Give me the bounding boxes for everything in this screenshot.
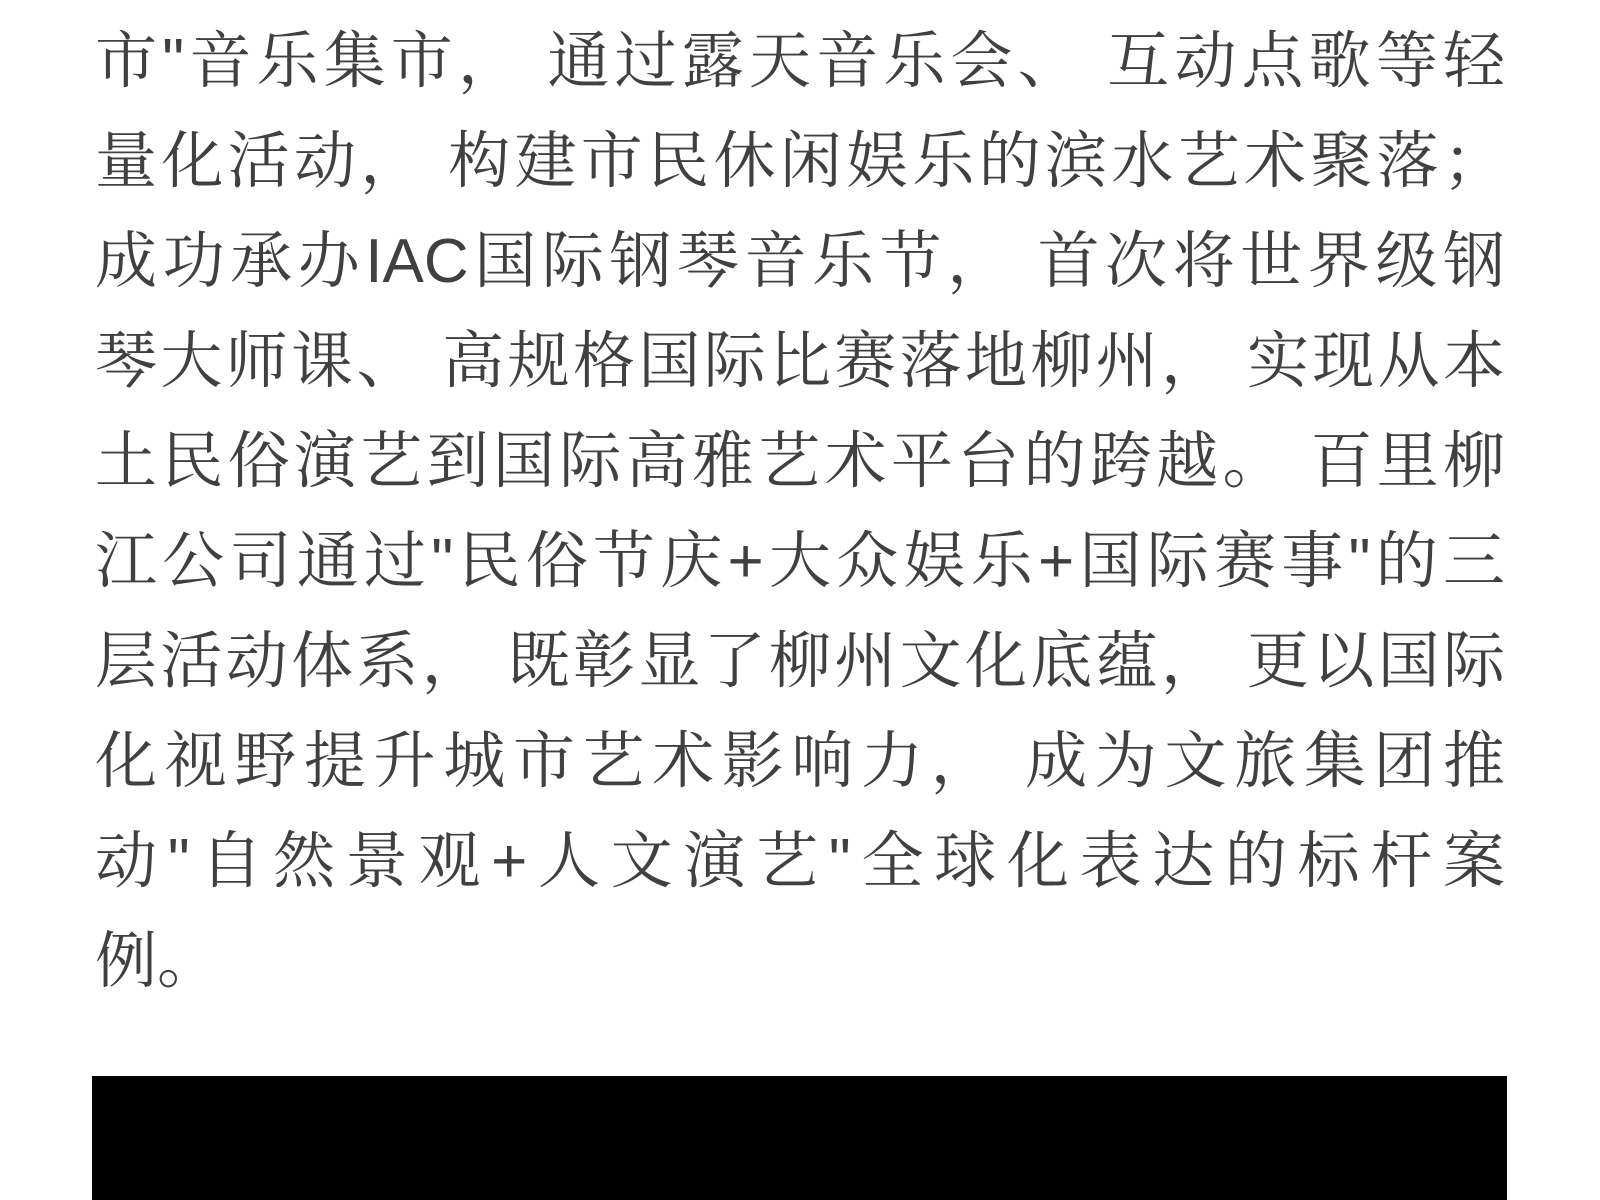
paragraph-line: 市"音乐集市， 通过露天音乐会、 互动点歌等轻 bbox=[95, 27, 1505, 96]
paragraph-line: 琴大师课、 高规格国际比赛落地柳州， 实现从本 bbox=[95, 327, 1505, 396]
paragraph-line: 成功承办IAC国际钢琴音乐节， 首次将世界级钢 bbox=[95, 227, 1505, 296]
paragraph-line: 层活动体系， 既彰显了柳州文化底蕴， 更以国际 bbox=[95, 627, 1505, 696]
article-image-placeholder[interactable] bbox=[92, 1076, 1507, 1200]
paragraph-line: 土民俗演艺到国际高雅艺术平台的跨越。 百里柳 bbox=[95, 427, 1505, 496]
paragraph-line: 例。 bbox=[95, 927, 220, 996]
paragraph-line: 量化活动， 构建市民休闲娱乐的滨水艺术聚落； bbox=[95, 127, 1505, 196]
paragraph-line: 动"自然景观+人文演艺"全球化表达的标杆案 bbox=[95, 827, 1505, 896]
paragraph-line: 化视野提升城市艺术影响力， 成为文旅集团推 bbox=[95, 727, 1505, 796]
paragraph-line: 江公司通过"民俗节庆+大众娱乐+国际赛事"的三 bbox=[95, 527, 1505, 596]
